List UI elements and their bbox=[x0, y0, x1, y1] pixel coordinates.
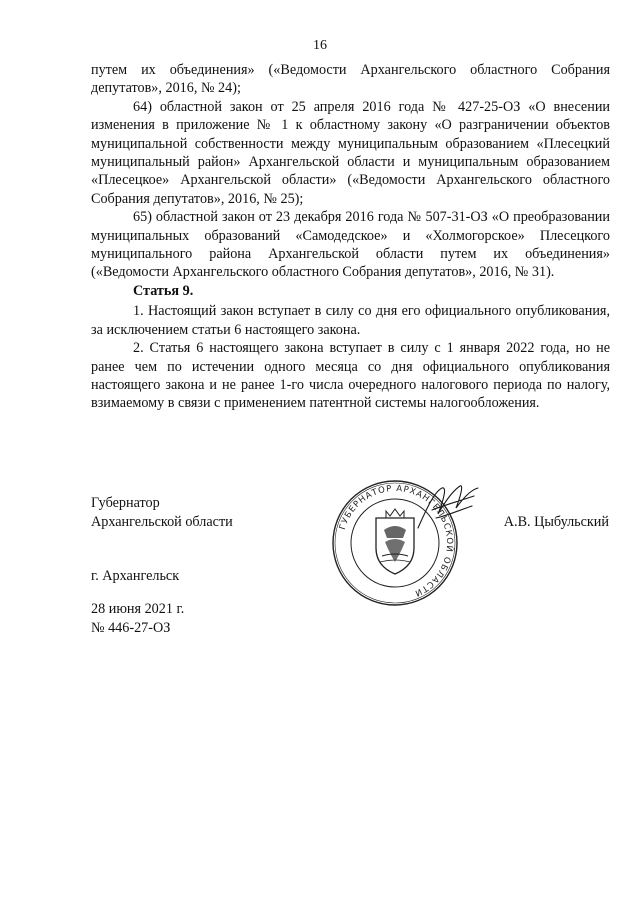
paragraph-item-64: 64) областной закон от 25 апреля 2016 года № 427-25-ОЗ «О внесении изменения в приложение № 1 к областному закону «О разграничении объектов муниципальной собственности между муниципальным образованием «Плесецкий муниципальный район» Архангельской области и муниципальным образованием «Плесецкое» Архангельской области» («Ведомости Архангельского областного Собрания депутатов», 2016, № 25); bbox=[91, 98, 610, 207]
paragraph-continuation: путем их объединения» («Ведомости Архангельского областного Собрания депутатов», 2016, № 24); bbox=[91, 62, 610, 97]
signing-date: 28 июня 2021 г. bbox=[91, 601, 185, 617]
date-and-number bbox=[91, 600, 184, 637]
page-number: 16 bbox=[313, 38, 327, 53]
article-clause-1: 1. Настоящий закон вступает в силу со дня его официального опубликования, за исключением статьи 6 настоящего закона. bbox=[91, 303, 610, 338]
handwritten-signature bbox=[412, 480, 484, 540]
signatory-name: А.В. Цыбульский bbox=[503, 514, 609, 530]
place-of-signing: г. Архангельск bbox=[91, 568, 180, 584]
article-body bbox=[91, 302, 610, 412]
article-clause-2: 2. Статья 6 настоящего закона вступает в силу с 1 января 2022 года, но не ранее чем по истечении одного месяца со дня официального опубликования настоящего закона и не ранее 1-го числа очередного налогового периода по налогу, взимаемому в связи с применением патентной системы налогообложения. bbox=[91, 340, 610, 412]
signatory-region: Архангельской области bbox=[91, 513, 233, 530]
article-title: Статья 9. bbox=[133, 282, 194, 299]
signatory-position bbox=[91, 494, 233, 531]
law-number: № 446-27-ОЗ bbox=[91, 619, 171, 636]
seal-text: ГУБЕРНАТОР АРХАНГЕЛЬСКОЙ ОБЛАСТИ bbox=[337, 483, 455, 599]
document-body bbox=[91, 61, 610, 413]
paragraph-item-65: 65) областной закон от 23 декабря 2016 года № 507-31-ОЗ «О преобразовании муниципальных образований «Самодедское» и «Холмогорское» Плесецкого муниципального района Архангельской области путем их объединения» («Ведомости Архангельского областного Собрания депутатов», 2016, № 31). bbox=[91, 209, 610, 281]
signatory-title: Губернатор bbox=[91, 495, 160, 511]
coat-of-arms-seal-icon bbox=[376, 509, 414, 574]
